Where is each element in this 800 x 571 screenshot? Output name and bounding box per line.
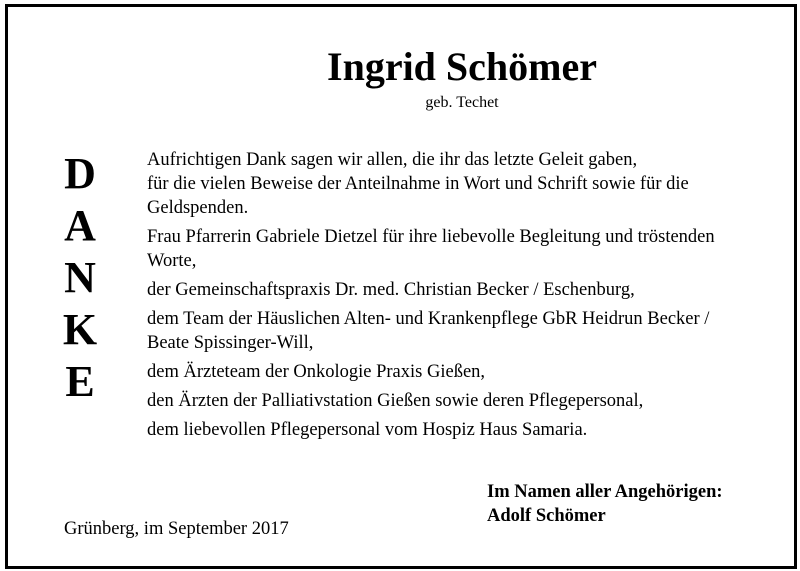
birth-name: geb. Techet — [425, 94, 499, 111]
deceased-name: Ingrid Schömer — [327, 44, 597, 89]
text-line: dem Team der Häuslichen Alten- und Krankenpflege GbR Heidrun Becker / — [147, 309, 710, 329]
text-line: für die vielen Beweise der Anteilnahme in Wort und Schrift sowie für die — [147, 174, 689, 194]
danke-letter: K — [62, 305, 98, 354]
thanks-paragraph — [147, 225, 777, 273]
text-line: den Ärzten der Palliativstation Gießen sowie deren Pflegepersonal, — [147, 391, 644, 411]
text-line: Aufrichtigen Dank sagen wir allen, die ihr das letzte Geleit gaben, — [147, 150, 638, 170]
danke-letter: N — [64, 253, 96, 302]
text-line: dem Ärzteteam der Onkologie Praxis Gießen, — [147, 362, 486, 382]
thanks-paragraph — [147, 360, 777, 384]
danke-letter: D — [64, 149, 96, 198]
danke-vertical-heading — [52, 148, 108, 408]
thanks-paragraph — [147, 278, 777, 302]
signature-block — [487, 480, 723, 528]
text-line: Frau Pfarrerin Gabriele Dietzel für ihre liebevolle Begleitung und tröstenden — [147, 227, 715, 247]
text-line: dem liebevollen Pflegepersonal vom Hospiz Haus Samaria. — [147, 420, 588, 440]
text-line: Geldspenden. — [147, 198, 249, 218]
text-line: Worte, — [147, 251, 197, 271]
danke-letter: E — [65, 357, 95, 406]
text-line: Beate Spissinger-Will, — [147, 333, 314, 353]
signature-line: Im Namen aller Angehörigen: — [487, 482, 723, 502]
text-line: der Gemeinschaftspraxis Dr. med. Christian Becker / Eschenburg, — [147, 280, 635, 300]
thanks-text — [147, 148, 777, 447]
thanks-paragraph — [147, 148, 777, 220]
danke-letter: A — [64, 201, 96, 250]
thanks-paragraph — [147, 307, 777, 355]
thanks-paragraph — [147, 389, 777, 413]
signatory-name: Adolf Schömer — [487, 506, 606, 526]
place-date: Grünberg, im September 2017 — [64, 519, 289, 539]
thanks-paragraph — [147, 418, 777, 442]
